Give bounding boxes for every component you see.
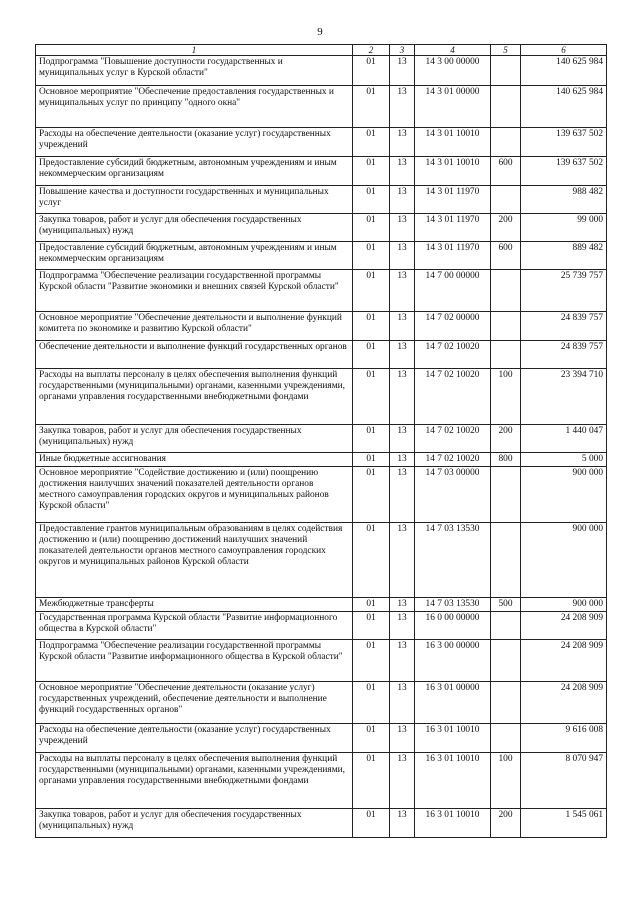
row-subsection: 13 — [390, 341, 415, 369]
row-amount: 23 394 710 — [521, 369, 607, 425]
row-section: 01 — [353, 186, 390, 214]
row-subsection: 13 — [390, 612, 415, 640]
row-amount: 140 625 984 — [521, 56, 607, 86]
table-row — [36, 86, 607, 128]
row-target-code: 14 7 03 13530 — [415, 598, 491, 612]
row-target-code: 14 7 03 13530 — [415, 523, 491, 598]
row-expense-type: 100 — [491, 753, 521, 809]
row-amount: 139 637 502 — [521, 128, 607, 157]
row-section: 01 — [353, 341, 390, 369]
row-target-code: 14 7 02 10020 — [415, 369, 491, 425]
row-section: 01 — [353, 682, 390, 724]
row-section: 01 — [353, 86, 390, 128]
table-row — [36, 453, 607, 467]
row-expense-type — [491, 56, 521, 86]
header-col-6: 6 — [521, 45, 607, 56]
table-row — [36, 157, 607, 186]
row-name: Основное мероприятие "Обеспечение предоставления государственных и муниципальных услуг по принципу "одного окна" — [36, 86, 353, 128]
row-subsection: 13 — [390, 214, 415, 242]
row-expense-type: 600 — [491, 242, 521, 270]
row-amount: 988 482 — [521, 186, 607, 214]
header-col-5: 5 — [491, 45, 521, 56]
row-amount: 900 000 — [521, 467, 607, 523]
row-target-code: 16 3 01 10010 — [415, 809, 491, 838]
row-expense-type: 100 — [491, 369, 521, 425]
row-expense-type: 500 — [491, 598, 521, 612]
row-name: Закупка товаров, работ и услуг для обеспечения государственных (муниципальных) нужд — [36, 809, 353, 838]
row-section: 01 — [353, 612, 390, 640]
row-target-code: 14 3 00 00000 — [415, 56, 491, 86]
row-section: 01 — [353, 753, 390, 809]
row-name: Основное мероприятие "Содействие достижению и (или) поощрению достижения наилучших значений показателей деятельности органов местного самоуправления городских округов и муниципальных районов Курской области" — [36, 467, 353, 523]
table-row — [36, 186, 607, 214]
row-expense-type — [491, 312, 521, 341]
row-expense-type — [491, 86, 521, 128]
table-row — [36, 128, 607, 157]
row-subsection: 13 — [390, 157, 415, 186]
row-expense-type — [491, 341, 521, 369]
row-target-code: 14 7 02 10020 — [415, 341, 491, 369]
row-target-code: 14 3 01 11970 — [415, 186, 491, 214]
row-expense-type — [491, 640, 521, 682]
row-amount: 5 000 — [521, 453, 607, 467]
table-row — [36, 270, 607, 312]
row-subsection: 13 — [390, 56, 415, 86]
row-name: Расходы на обеспечение деятельности (оказание услуг) государственных учреждений — [36, 128, 353, 157]
row-target-code: 14 3 01 10010 — [415, 128, 491, 157]
row-target-code: 14 3 01 10010 — [415, 157, 491, 186]
row-name: Закупка товаров, работ и услуг для обеспечения государственных (муниципальных) нужд — [36, 214, 353, 242]
row-name: Основное мероприятие "Обеспечение деятельности (оказание услуг) государственных учреждений, обеспечение деятельности и выполнение функций государственных органов" — [36, 682, 353, 724]
row-section: 01 — [353, 56, 390, 86]
row-name: Повышение качества и доступности государственных и муниципальных услуг — [36, 186, 353, 214]
row-section: 01 — [353, 242, 390, 270]
row-target-code: 16 3 01 10010 — [415, 724, 491, 753]
row-amount: 8 070 947 — [521, 753, 607, 809]
row-subsection: 13 — [390, 598, 415, 612]
budget-table — [35, 44, 607, 838]
row-section: 01 — [353, 270, 390, 312]
table-row — [36, 523, 607, 598]
row-target-code: 16 3 01 10010 — [415, 753, 491, 809]
row-name: Основное мероприятие "Обеспечение деятельности и выполнение функций комитета по экономике и развитию Курской области" — [36, 312, 353, 341]
row-amount: 24 208 909 — [521, 612, 607, 640]
row-subsection: 13 — [390, 425, 415, 453]
row-subsection: 13 — [390, 753, 415, 809]
header-row — [36, 45, 607, 56]
row-target-code: 14 7 02 10020 — [415, 425, 491, 453]
row-subsection: 13 — [390, 312, 415, 341]
table-row — [36, 341, 607, 369]
row-subsection: 13 — [390, 369, 415, 425]
row-subsection: 13 — [390, 128, 415, 157]
row-subsection: 13 — [390, 640, 415, 682]
table-row — [36, 467, 607, 523]
row-name: Межбюджетные трансферты — [36, 598, 353, 612]
row-expense-type — [491, 682, 521, 724]
row-name: Государственная программа Курской области "Развитие информационного общества в Курской области" — [36, 612, 353, 640]
table-row — [36, 242, 607, 270]
row-name: Предоставление грантов муниципальным образованиям в целях содействия достижению и (или) поощрению достижений наилучших значений показателей деятельности органов местного самоуправления городских округов и муниципальных районов Курской области — [36, 523, 353, 598]
table-row — [36, 724, 607, 753]
row-name: Обеспечение деятельности и выполнение функций государственных органов — [36, 341, 353, 369]
row-target-code: 14 7 03 00000 — [415, 467, 491, 523]
table-row — [36, 612, 607, 640]
header-col-1: 1 — [36, 45, 353, 56]
row-expense-type — [491, 270, 521, 312]
row-expense-type: 600 — [491, 157, 521, 186]
row-amount: 24 839 757 — [521, 312, 607, 341]
table-row — [36, 753, 607, 809]
row-section: 01 — [353, 598, 390, 612]
row-section: 01 — [353, 453, 390, 467]
row-amount: 24 208 909 — [521, 640, 607, 682]
row-section: 01 — [353, 312, 390, 341]
table-row — [36, 312, 607, 341]
row-amount: 900 000 — [521, 523, 607, 598]
header-col-2: 2 — [353, 45, 390, 56]
row-target-code: 16 3 00 00000 — [415, 640, 491, 682]
header-col-3: 3 — [390, 45, 415, 56]
row-name: Подпрограмма "Повышение доступности государственных и муниципальных услуг в Курской области" — [36, 56, 353, 86]
row-expense-type — [491, 724, 521, 753]
row-subsection: 13 — [390, 270, 415, 312]
row-section: 01 — [353, 369, 390, 425]
row-name: Предоставление субсидий бюджетным, автономным учреждениям и иным некоммерческим организациям — [36, 242, 353, 270]
row-amount: 1 545 061 — [521, 809, 607, 838]
row-name: Подпрограмма "Обеспечение реализации государственной программы Курской области "Развитие информационного общества в Курской области" — [36, 640, 353, 682]
row-section: 01 — [353, 214, 390, 242]
row-amount: 9 616 008 — [521, 724, 607, 753]
row-target-code: 16 0 00 00000 — [415, 612, 491, 640]
table-row — [36, 640, 607, 682]
row-subsection: 13 — [390, 467, 415, 523]
row-amount: 24 208 909 — [521, 682, 607, 724]
row-section: 01 — [353, 157, 390, 186]
table-row — [36, 809, 607, 838]
table-row — [36, 56, 607, 86]
row-amount: 140 625 984 — [521, 86, 607, 128]
row-amount: 1 440 047 — [521, 425, 607, 453]
row-expense-type — [491, 467, 521, 523]
row-name: Расходы на выплаты персоналу в целях обеспечения выполнения функций государственными (муниципальными) органами, казенными учреждениями, органами управления государственными внебюджетными фондами — [36, 369, 353, 425]
row-name: Закупка товаров, работ и услуг для обеспечения государственных (муниципальных) нужд — [36, 425, 353, 453]
row-target-code: 14 7 00 00000 — [415, 270, 491, 312]
row-section: 01 — [353, 128, 390, 157]
row-amount: 889 482 — [521, 242, 607, 270]
row-subsection: 13 — [390, 86, 415, 128]
row-amount: 99 000 — [521, 214, 607, 242]
row-subsection: 13 — [390, 724, 415, 753]
row-target-code: 14 3 01 11970 — [415, 242, 491, 270]
row-target-code: 14 7 02 00000 — [415, 312, 491, 341]
row-expense-type: 800 — [491, 453, 521, 467]
row-section: 01 — [353, 809, 390, 838]
header-col-4: 4 — [415, 45, 491, 56]
table-row — [36, 598, 607, 612]
table-row — [36, 214, 607, 242]
row-name: Иные бюджетные ассигнования — [36, 453, 353, 467]
row-target-code: 14 7 02 10020 — [415, 453, 491, 467]
row-subsection: 13 — [390, 809, 415, 838]
row-name: Расходы на обеспечение деятельности (оказание услуг) государственных учреждений — [36, 724, 353, 753]
row-name: Расходы на выплаты персоналу в целях обеспечения выполнения функций государственными (муниципальными) органами, казенными учреждениями, органами управления государственными внебюджетными фондами — [36, 753, 353, 809]
row-expense-type — [491, 612, 521, 640]
row-expense-type — [491, 186, 521, 214]
row-expense-type — [491, 523, 521, 598]
row-expense-type: 200 — [491, 809, 521, 838]
row-section: 01 — [353, 425, 390, 453]
row-subsection: 13 — [390, 453, 415, 467]
row-subsection: 13 — [390, 242, 415, 270]
row-expense-type — [491, 128, 521, 157]
page-number: 9 — [317, 26, 323, 38]
row-section: 01 — [353, 640, 390, 682]
row-expense-type: 200 — [491, 214, 521, 242]
row-amount: 139 637 502 — [521, 157, 607, 186]
row-name: Подпрограмма "Обеспечение реализации государственной программы Курской области "Развитие экономики и внешних связей Курской области" — [36, 270, 353, 312]
row-subsection: 13 — [390, 523, 415, 598]
row-amount: 900 000 — [521, 598, 607, 612]
table-row — [36, 369, 607, 425]
row-name: Предоставление субсидий бюджетным, автономным учреждениям и иным некоммерческим организациям — [36, 157, 353, 186]
row-target-code: 14 3 01 11970 — [415, 214, 491, 242]
row-target-code: 14 3 01 00000 — [415, 86, 491, 128]
row-amount: 25 739 757 — [521, 270, 607, 312]
row-section: 01 — [353, 467, 390, 523]
row-section: 01 — [353, 523, 390, 598]
row-expense-type: 200 — [491, 425, 521, 453]
row-section: 01 — [353, 724, 390, 753]
table-row — [36, 682, 607, 724]
row-subsection: 13 — [390, 186, 415, 214]
row-subsection: 13 — [390, 682, 415, 724]
row-target-code: 16 3 01 00000 — [415, 682, 491, 724]
table-row — [36, 425, 607, 453]
row-amount: 24 839 757 — [521, 341, 607, 369]
